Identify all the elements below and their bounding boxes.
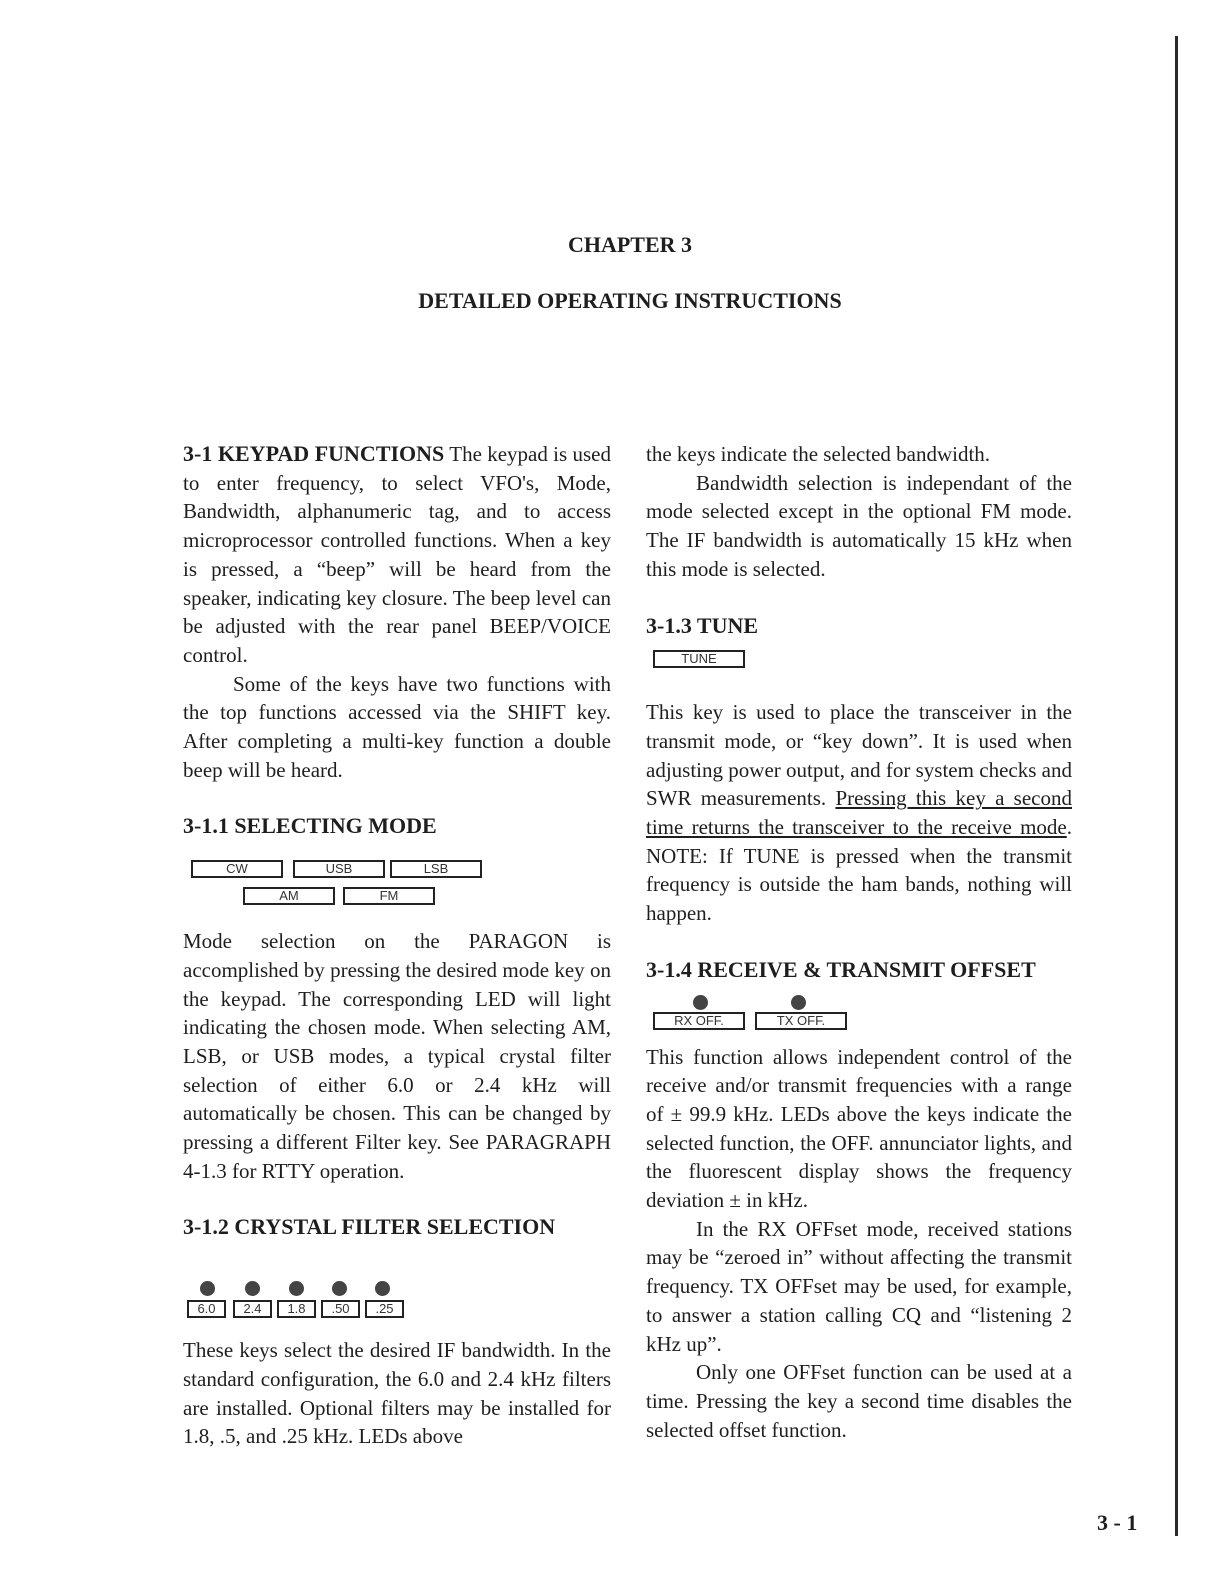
cw-key: CW [191,860,283,878]
bandwidth-paragraph: Bandwidth selection is independant of the mode selected except in the optional FM mode. The IF bandwidth is automatically 15 kHz when this mode is selected. [646,470,1072,581]
right-column [646,440,1072,1444]
rx-offset-led [693,995,708,1010]
mode-keys-diagram [183,841,611,927]
offset-paragraph-3: Only one OFFset function can be used at a time. Pressing the key a second time disables the selected offset function. [646,1360,1072,1442]
filter-key-6-0: 6.0 [187,1300,226,1318]
offset-keys-diagram [646,985,1072,1043]
tx-offset-led [791,995,806,1010]
filter-led-25 [375,1281,390,1296]
chapter-heading: CHAPTER 3 [567,232,693,257]
usb-key: USB [293,860,385,878]
filter-led-1-8 [289,1281,304,1296]
tune-text-underlined: Pressing this key a second time returns the transceiver to the receive mode [646,786,1072,840]
offset-paragraph-2: In the RX OFFset mode, received stations may be “zeroed in” without affecting the transmit frequency. TX OFFset may be used, for example, to answer a station calling CQ and “listening 2 kHz up”. [646,1216,1072,1356]
section-3-1-4-heading: 3-1.4 RECEIVE & TRANSMIT OFFSET [646,956,1036,982]
page-number: 3 - 1 [1097,1510,1138,1535]
tune-text-end: . NOTE: If TUNE is pressed when the transmit frequency is outside the ham bands, nothing will happen. [646,815,1072,926]
chapter-title: DETAILED OPERATING INSTRUCTIONS [418,288,842,313]
filter-keys-diagram [183,1242,611,1336]
tune-paragraph [646,698,1072,928]
tune-text-start: This key is used to place the transceiver in the transmit mode, or “key down”. It is used when adjusting power output, and for system checks and SWR measurements. [646,700,1072,811]
filter-key-25: .25 [365,1300,404,1318]
filter-continued-paragraph: the keys indicate the selected bandwidth. [646,442,991,466]
filter-key-1-8: 1.8 [277,1300,316,1318]
tune-key-diagram [646,640,1072,698]
section-3-1-2-heading: 3-1.2 CRYSTAL FILTER SELECTION [183,1214,556,1240]
section-3-1-heading: 3-1 KEYPAD FUNCTIONS [183,441,445,466]
lsb-key: LSB [390,860,482,878]
filter-led-6-0 [200,1281,215,1296]
tx-offset-key: TX OFF. [755,1012,847,1030]
tune-key: TUNE [653,650,745,668]
section-3-1-3-heading: 3-1.3 TUNE [646,612,759,638]
keypad-functions-text: The keypad is used to enter frequency, to select VFO's, Mode, Bandwidth, alphanumeric tag, and to access microprocessor controlled functions. When a key is pressed, a “beep” will be heard from the speaker, indicating key closure. The beep level can be adjusted with the rear panel BEEP/VOICE control. [183,442,611,667]
shift-key-paragraph: Some of the keys have two functions with the top functions accessed via the SHIFT key. After completing a multi-key function a double beep will be heard. [183,671,611,782]
filter-selection-paragraph: These keys select the desired IF bandwidth. In the standard configuration, the 6.0 and 2.4 kHz filters are installed. Optional filters may be installed for 1.8, .5, and .25 kHz. LEDs above [183,1338,611,1449]
mode-selection-paragraph: Mode selection on the PARAGON is accomplished by pressing the desired mode key on the keypad. The corresponding LED will light indicating the chosen mode. When selecting AM, LSB, or USB modes, a typical crystal filter selection of either 6.0 or 2.4 kHz will automatically be chosen. This can be changed by pressing a different Filter key. See PARAGRAPH 4-1.3 for RTTY operation. [183,929,611,1183]
filter-key-2-4: 2.4 [233,1300,272,1318]
fm-key: FM [343,887,435,905]
offset-paragraph-1: This function allows independent control of the receive and/or transmit frequencies with a range of ± 99.9 kHz. LEDs above the keys indicate the selected function, the OFF. annunciator lights, and the fluorescent display shows the frequency deviation ± in kHz. [646,1044,1072,1213]
left-column [183,440,611,1451]
section-3-1-1-heading: 3-1.1 SELECTING MODE [183,813,437,839]
filter-key-50: .50 [321,1300,360,1318]
keypad-functions-paragraph [183,440,611,670]
filter-led-50 [332,1281,347,1296]
filter-led-2-4 [245,1281,260,1296]
margin-rule [1175,36,1178,1536]
am-key: AM [243,887,335,905]
rx-offset-key: RX OFF. [653,1012,745,1030]
